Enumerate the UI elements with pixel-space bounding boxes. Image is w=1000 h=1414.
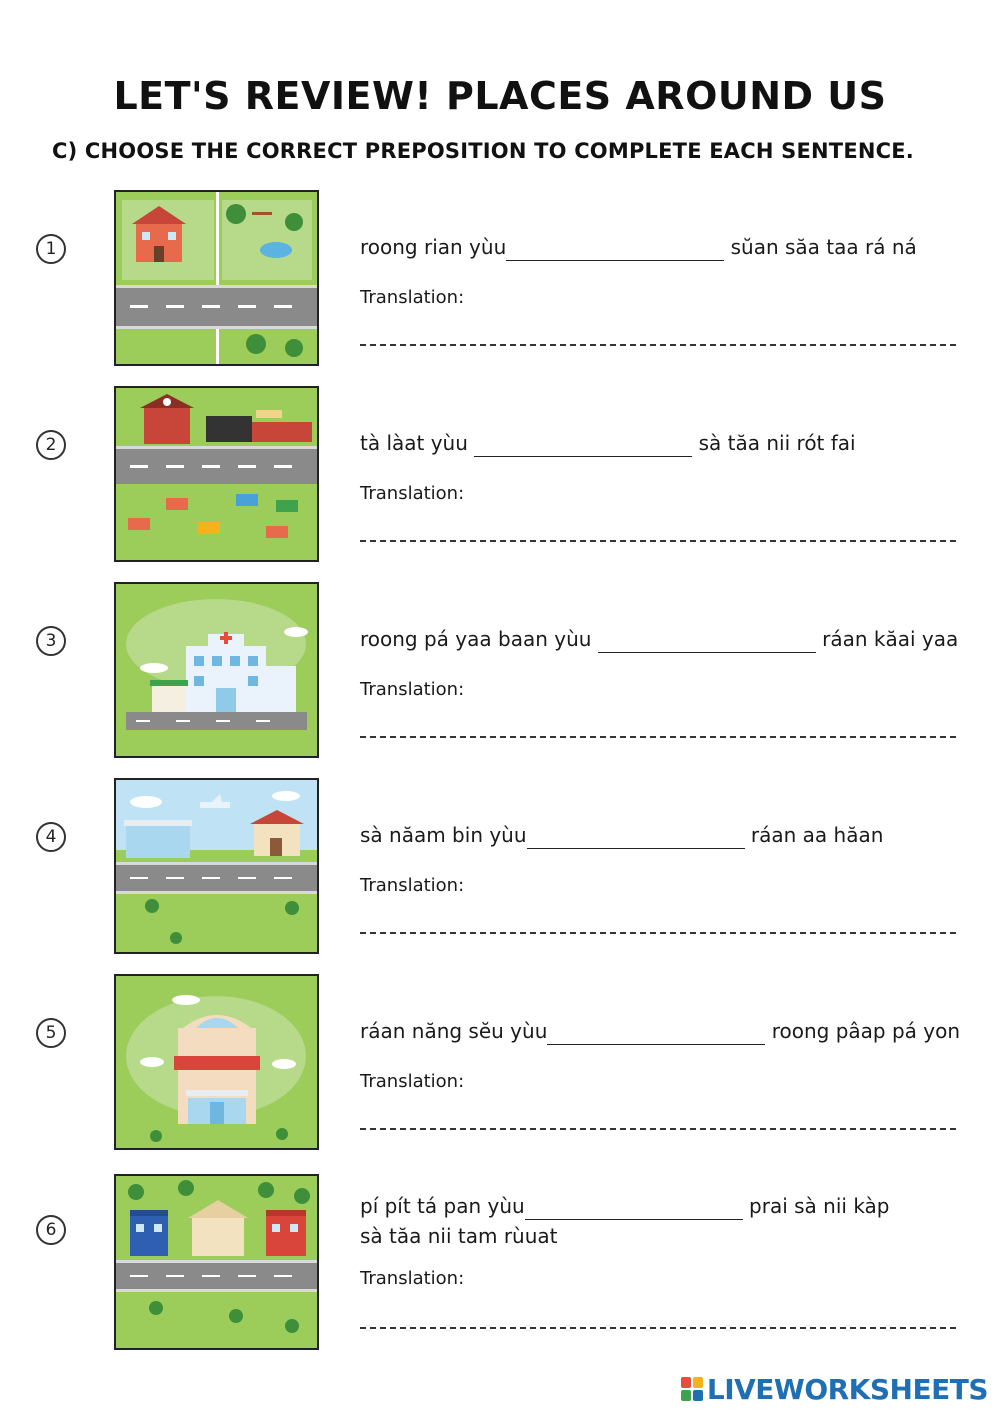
translation-answer-line[interactable]	[360, 1323, 956, 1329]
sentence-end: ráan kăai yaa	[815, 627, 959, 651]
answer-blank[interactable]	[598, 630, 816, 653]
translation-label: Translation:	[360, 1268, 465, 1289]
translation-answer-line[interactable]	[360, 340, 956, 346]
sentence-end: ráan aa hăan	[744, 823, 884, 847]
sentence	[360, 1191, 890, 1221]
sentence	[360, 232, 917, 262]
logo-square	[693, 1390, 703, 1401]
sentence	[360, 820, 883, 850]
answer-blank[interactable]	[547, 1022, 765, 1045]
answer-blank[interactable]	[527, 826, 745, 849]
illustration-school-park	[114, 190, 319, 366]
answer-blank[interactable]	[474, 434, 692, 457]
illustration-hospital-pharmacy	[114, 582, 319, 758]
translation-answer-line[interactable]	[360, 928, 956, 934]
sentence-end: roong pâap pá yon	[765, 1019, 961, 1043]
question-item	[0, 1174, 1000, 1352]
liveworksheets-logo-icon	[681, 1377, 703, 1401]
logo-square	[681, 1377, 691, 1388]
sentence-start: pí pít tá pan yùu	[360, 1194, 525, 1218]
sentence-start: tà làat yùu	[360, 431, 475, 455]
question-number: 6	[36, 1215, 66, 1245]
sentence	[360, 1016, 960, 1046]
translation-label: Translation:	[360, 287, 465, 308]
sentence	[360, 624, 958, 654]
translation-answer-line[interactable]	[360, 1124, 956, 1130]
question-item	[0, 386, 1000, 564]
answer-blank[interactable]	[525, 1197, 743, 1220]
sentence-start: sà năam bin yùu	[360, 823, 527, 847]
illustration-cinema-bookstore	[114, 974, 319, 1150]
sentence-continuation: sà tăa nii tam rùuat	[360, 1224, 558, 1248]
question-item	[0, 190, 1000, 368]
illustration-airport-restaurant	[114, 778, 319, 954]
question-item	[0, 974, 1000, 1152]
sentence-end: prai sà nii kàp	[742, 1194, 890, 1218]
question-number: 2	[36, 430, 66, 460]
question-number: 4	[36, 822, 66, 852]
sentence-end: sà tăa nii rót fai	[692, 431, 856, 455]
sentence-start: ráan năng sĕu yùu	[360, 1019, 548, 1043]
question-item	[0, 778, 1000, 956]
sentence	[360, 428, 856, 458]
liveworksheets-wordmark: LIVEWORKSHEETS	[706, 1372, 988, 1406]
translation-answer-line[interactable]	[360, 536, 956, 542]
worksheet-title: LET'S REVIEW! PLACES AROUND US	[113, 74, 887, 118]
translation-label: Translation:	[360, 679, 465, 700]
sentence-start: roong rian yùu	[360, 235, 507, 259]
illustration-market-train-station	[114, 386, 319, 562]
translation-answer-line[interactable]	[360, 732, 956, 738]
instructions: C) CHOOSE THE CORRECT PREPOSITION TO COMPLETE EACH SENTENCE.	[52, 139, 914, 163]
liveworksheets-brand[interactable]	[681, 1372, 988, 1406]
answer-blank[interactable]	[506, 238, 724, 261]
question-number: 5	[36, 1018, 66, 1048]
translation-label: Translation:	[360, 875, 465, 896]
sentence-start: roong pá yaa baan yùu	[360, 627, 598, 651]
logo-square	[681, 1390, 691, 1401]
logo-square	[693, 1377, 703, 1388]
sentence-end: sŭan săa taa rá ná	[724, 235, 917, 259]
translation-label: Translation:	[360, 1071, 465, 1092]
translation-label: Translation:	[360, 483, 465, 504]
question-number: 1	[36, 234, 66, 264]
illustration-museum-police-post-office	[114, 1174, 319, 1350]
question-number: 3	[36, 626, 66, 656]
question-item	[0, 582, 1000, 760]
